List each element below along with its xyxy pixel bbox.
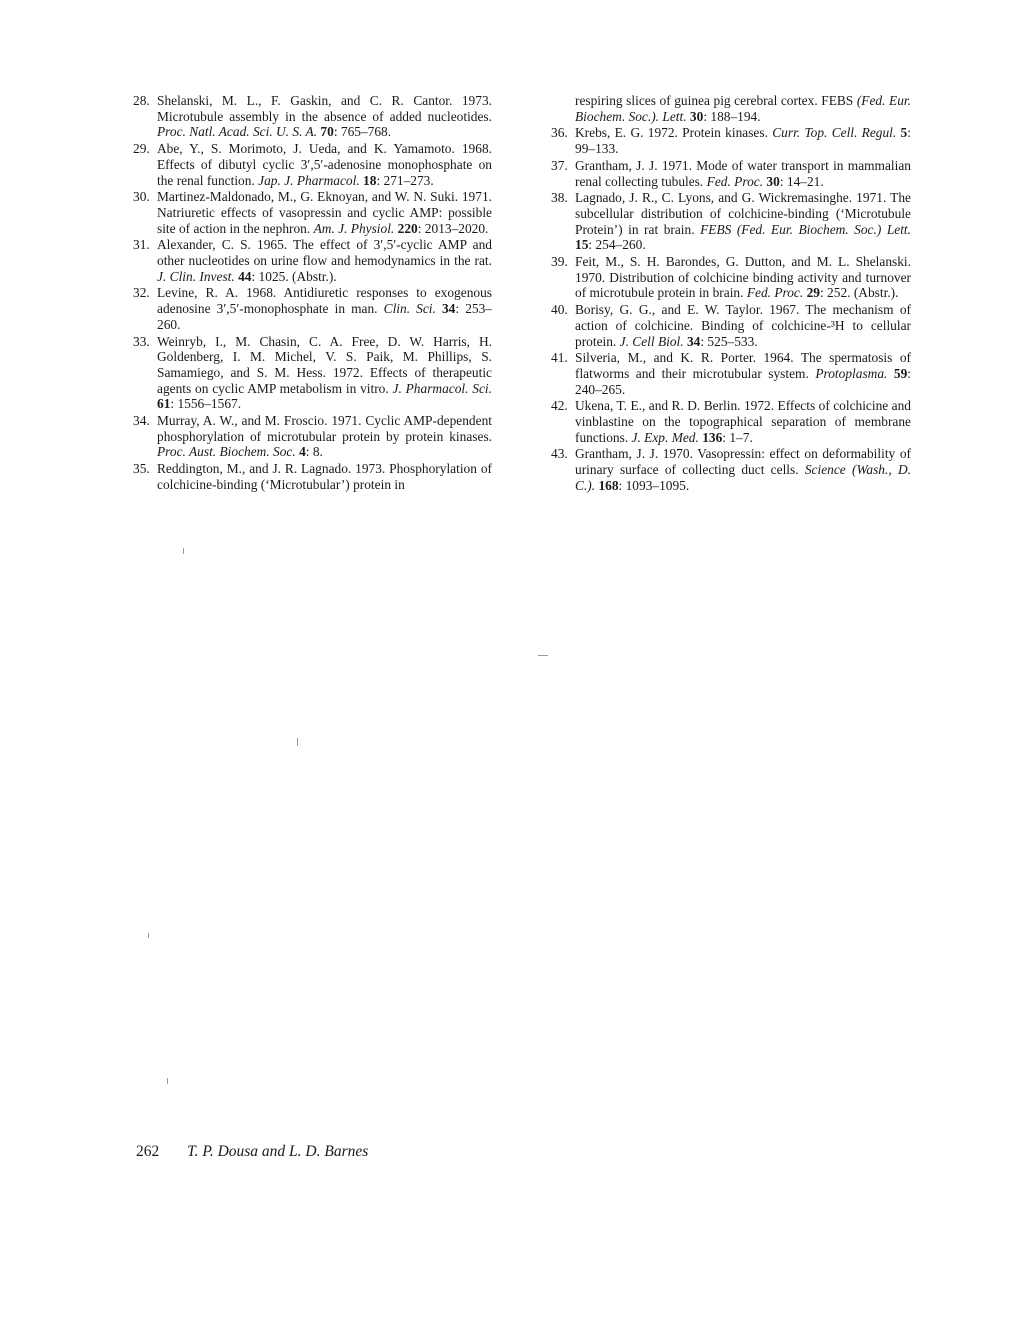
reference-text: Murray, A. W., and M. Froscio. 1971. Cyclic AMP-dependent phosphorylation of microtubular protein by protein kinases. (157, 413, 492, 444)
reference-text: Alexander, C. S. 1965. The effect of 3′,5′-cyclic AMP and other nucleotides on urine flow and hemodynamics in the rat. (157, 237, 492, 269)
reference-text: Grantham, J. J. 1971. Mode of water transport in mammalian renal collecting tubules. (575, 157, 911, 189)
reference-pages: : 253–260. (157, 301, 492, 332)
reference-volume: 168 (598, 477, 619, 493)
reference-volume: 220 (397, 220, 418, 236)
scan-speck (297, 738, 298, 746)
reference-text: Borisy, G. G., and E. W. Taylor. 1967. The mechanism of action of colchicine. Binding of colchicine-³H to cellular protein. (575, 302, 911, 349)
reference-volume: 30 (766, 173, 780, 189)
reference-journal: Science (Wash., D. C.). (575, 462, 911, 493)
reference-item (553, 254, 911, 301)
reference-text: Feit, M., S. H. Barondes, G. Dutton, and M. L. Shelanski. 1970. Distribution of colchicine binding activity and turnover of microtubule protein in brain. (575, 254, 911, 301)
reference-item (553, 350, 911, 397)
page-number: 262 (136, 1143, 160, 1160)
reference-text: Weinryb, I., M. Chasin, C. A. Free, D. W. Harris, H. Goldenberg, I. M. Michel, V. S. Paik, M. Phillips, S. Samamiego, and S. M. Hess. 1972. Effects of therapeutic agents on cyclic AMP metabolism in vitro. (157, 333, 492, 396)
reference-number: 30. (133, 189, 150, 205)
reference-item (135, 189, 492, 236)
reference-pages: : 99–133. (575, 125, 911, 157)
reference-journal: Fed. Proc. (706, 173, 764, 189)
reference-text: Reddington, M., and J. R. Lagnado. 1973. Phosphorylation of colchicine-binding (‘Microtubular’) protein in (157, 461, 492, 492)
reference-number: 29. (133, 141, 150, 157)
reference-number: 37. (551, 157, 568, 173)
reference-volume: 29 (806, 285, 820, 301)
reference-pages: : 252. (Abstr.). (819, 285, 899, 301)
reference-journal: Jap. J. Pharmacol. (258, 172, 360, 188)
scan-speck (148, 933, 149, 938)
reference-number: 43. (551, 446, 568, 462)
reference-number: 42. (551, 398, 568, 414)
reference-journal: J. Exp. Med. (631, 429, 699, 445)
reference-item (553, 398, 911, 445)
reference-number: 35. (133, 461, 150, 477)
reference-pages: : 765–768. (333, 124, 392, 140)
reference-item (135, 237, 492, 284)
reference-journal: Curr. Top. Cell. Regul. (772, 125, 897, 141)
reference-volume: 44 (238, 268, 252, 284)
reference-journal: (Fed. Eur. Biochem. Soc.). Lett. (575, 93, 911, 124)
reference-volume: 4 (299, 444, 306, 460)
reference-pages: : 271–273. (376, 172, 434, 188)
reference-text: Silveria, M., and K. R. Porter. 1964. The spermatosis of flatworms and their microtubular system. (575, 350, 911, 381)
reference-number: 32. (133, 285, 150, 301)
reference-item (135, 461, 492, 492)
reference-item (135, 141, 492, 188)
reference-pages: : 1–7. (722, 429, 753, 445)
reference-text: Lagnado, J. R., C. Lyons, and G. Wickremasinghe. 1971. The subcellular distribution of colchicine-binding (‘Microtubule Protein’) in rat brain. (575, 190, 911, 237)
reference-item (135, 413, 492, 460)
reference-pages: : 1025. (Abstr.). (251, 268, 337, 284)
reference-volume: 61 (157, 396, 171, 412)
reference-number: 38. (551, 190, 568, 206)
right-reference-column (553, 93, 911, 495)
scan-speck (183, 548, 184, 554)
reference-journal: J. Clin. Invest. (157, 268, 235, 284)
scan-speck (167, 1078, 168, 1084)
reference-journal: Protoplasma. (815, 365, 888, 381)
reference-volume: 34 (441, 301, 456, 317)
page-footer (136, 1143, 368, 1161)
reference-pages: : 240–265. (575, 365, 911, 397)
reference-volume: 15 (575, 237, 589, 253)
reference-journal: J. Pharmacol. Sci. (392, 380, 492, 396)
reference-item (553, 93, 911, 124)
reference-text: Abe, Y., S. Morimoto, J. Ueda, and K. Yamamoto. 1968. Effects of dibutyl cyclic 3′,5′-adenosine monophosphate on the renal function. (157, 141, 492, 188)
reference-item (553, 302, 911, 349)
reference-number: 31. (133, 237, 150, 253)
left-reference-column (135, 93, 492, 494)
reference-pages: : 14–21. (779, 173, 824, 189)
reference-volume: 70 (320, 124, 334, 140)
reference-volume: 136 (702, 429, 723, 445)
running-authors: T. P. Dousa and L. D. Barnes (187, 1143, 369, 1160)
reference-pages: : 1556–1567. (170, 396, 242, 412)
scan-speck (538, 655, 548, 656)
reference-volume: 5 (900, 125, 908, 141)
reference-number: 34. (133, 413, 150, 429)
reference-journal: Proc. Aust. Biochem. Soc. (157, 444, 296, 460)
reference-pages: : 188–194. (703, 108, 761, 124)
reference-volume: 30 (689, 108, 704, 124)
reference-pages: : 254–260. (588, 237, 646, 253)
reference-number: 39. (551, 254, 568, 270)
reference-volume: 59 (893, 365, 908, 381)
reference-journal: J. Cell Biol. (619, 333, 684, 349)
reference-item (135, 334, 492, 413)
reference-item (553, 190, 911, 253)
reference-number: 28. (133, 93, 150, 108)
reference-text: Ukena, T. E., and R. D. Berlin. 1972. Effects of colchicine and vinblastine on the topographical separation of membrane functions. (575, 398, 911, 445)
reference-text: Shelanski, M. L., F. Gaskin, and C. R. Cantor. 1973. Microtubule assembly in the absence of added nucleotides. (157, 93, 492, 124)
reference-journal: Am. J. Physiol. (313, 220, 395, 236)
reference-number: 36. (551, 125, 568, 141)
reference-journal: Clin. Sci. (383, 301, 436, 317)
reference-text: Levine, R. A. 1968. Antidiuretic responses to exogenous adenosine 3′,5′-monophosphate in man. (157, 285, 492, 317)
reference-pages: : 8. (305, 444, 323, 460)
reference-item (553, 446, 911, 493)
reference-number: 41. (551, 350, 568, 366)
reference-item (553, 158, 911, 189)
reference-volume: 18 (363, 172, 377, 188)
reference-text: Martinez-Maldonado, M., G. Eknoyan, and W. N. Suki. 1971. Natriuretic effects of vasopressin and cyclic AMP: possible site of action in the nephron. (157, 189, 492, 236)
reference-item (135, 285, 492, 332)
reference-text: respiring slices of guinea pig cerebral cortex. FEBS (575, 93, 854, 108)
reference-number: 33. (133, 333, 150, 349)
reference-pages: : 525–533. (700, 333, 758, 349)
reference-number: 40. (551, 302, 568, 318)
reference-text: Grantham, J. J. 1970. Vasopressin: effect on deformability of urinary surface of collecting duct cells. (575, 446, 911, 478)
reference-journal: Fed. Proc. (746, 285, 804, 301)
reference-text: Krebs, E. G. 1972. Protein kinases. (575, 125, 768, 141)
reference-journal: FEBS (Fed. Eur. Biochem. Soc.) Lett. (700, 221, 912, 237)
reference-item (553, 125, 911, 156)
reference-pages: : 2013–2020. (417, 220, 489, 236)
reference-journal: Proc. Natl. Acad. Sci. U. S. A. (157, 124, 318, 140)
reference-pages: : 1093–1095. (618, 477, 690, 493)
reference-volume: 34 (686, 333, 701, 349)
reference-item (135, 93, 492, 140)
